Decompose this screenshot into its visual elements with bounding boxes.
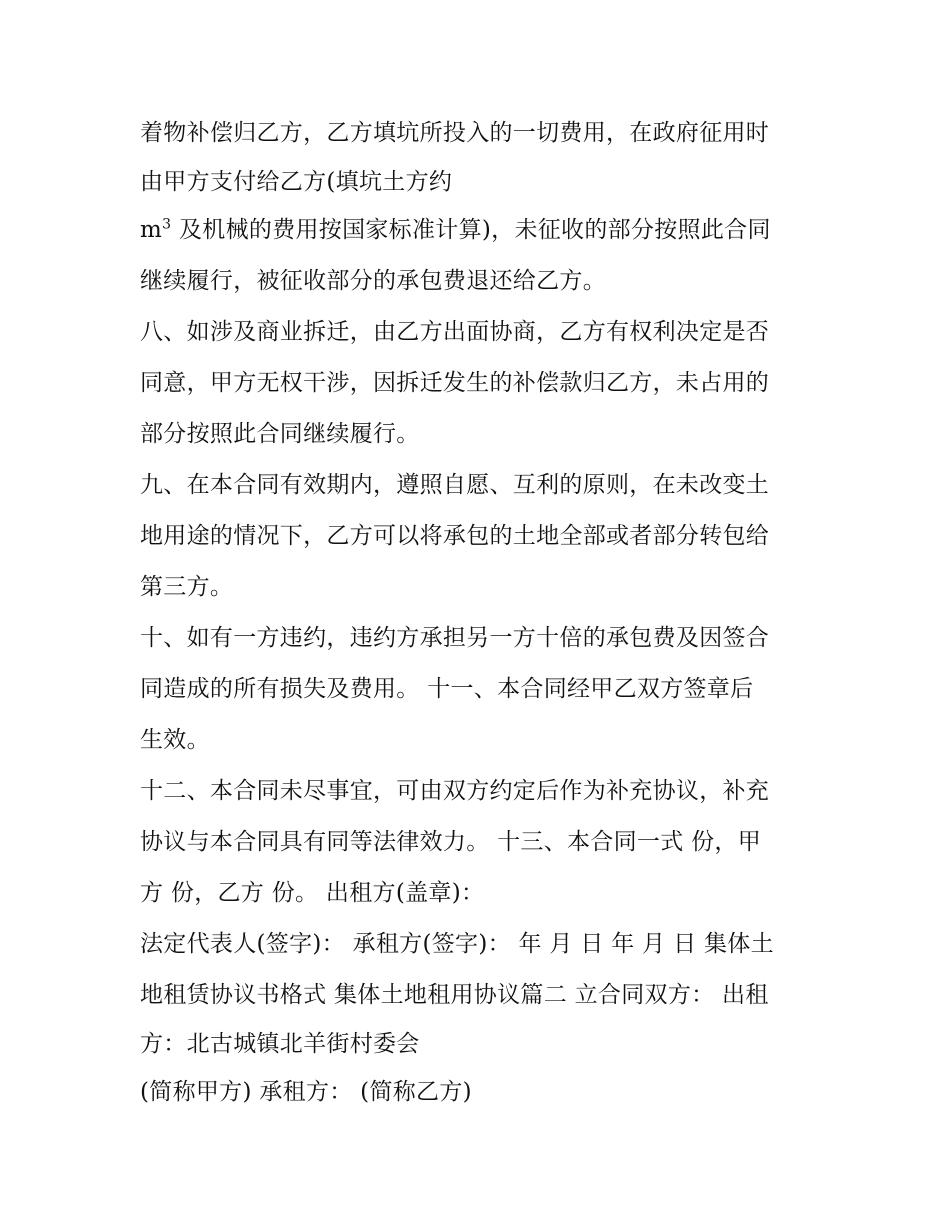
text-line: 法定代表人(签字)： 承租方(签字)： 年 月 日 年 月 日 集体土 (140, 931, 774, 957)
text-line: 生效。 (140, 727, 210, 753)
text-line: 部分按照此合同继续履行。 (140, 421, 420, 447)
text-line: 十、如有一方违约，违约方承担另一方十倍的承包费及因签合 (140, 625, 770, 651)
text-line: 地用途的情况下，乙方可以将承包的土地全部或者部分转包给 (140, 523, 770, 549)
text-line: 八、如涉及商业拆迁，由乙方出面协商，乙方有权利决定是否 (140, 319, 770, 345)
text-line: 九、在本合同有效期内，遵照自愿、互利的原则，在未改变土 (140, 472, 770, 498)
unit-base: m (140, 217, 163, 243)
text-line (140, 205, 820, 256)
text-line: 第三方。 (140, 574, 234, 600)
text-line: 继续履行，被征收部分的承包费退还给乙方。 (140, 268, 606, 294)
text-line: 由甲方支付给乙方(填坑土方约 (140, 169, 453, 195)
unit-exponent: 3 (162, 216, 172, 233)
contract-text (140, 108, 820, 1118)
text-line: 协议与本合同具有同等法律效力。 十三、本合同一式 份，甲 (140, 829, 762, 855)
text-line: 同意，甲方无权干涉，因拆迁发生的补偿款归乙方，未占用的 (140, 370, 770, 396)
text-line: 着物补偿归乙方，乙方填坑所投入的一切费用，在政府征用时 (140, 120, 770, 146)
text-line-rest: 及机械的费用按国家标准计算)，未征收的部分按照此合同 (178, 217, 771, 243)
text-line: (简称甲方) 承租方： (简称乙方) (140, 1079, 472, 1105)
text-line: 地租赁协议书格式 集体土地租用协议篇二 立合同双方： 出租 (140, 982, 769, 1008)
text-line: 同造成的所有损失及费用。 十一、本合同经甲乙双方签章后 (140, 676, 754, 702)
text-line: 十二、本合同未尽事宜，可由双方约定后作为补充协议，补充 (140, 778, 770, 804)
text-line: 方 份，乙方 份。 出租方(盖章)： (140, 880, 485, 906)
text-line: 方：北古城镇北羊街村委会 (140, 1031, 420, 1057)
